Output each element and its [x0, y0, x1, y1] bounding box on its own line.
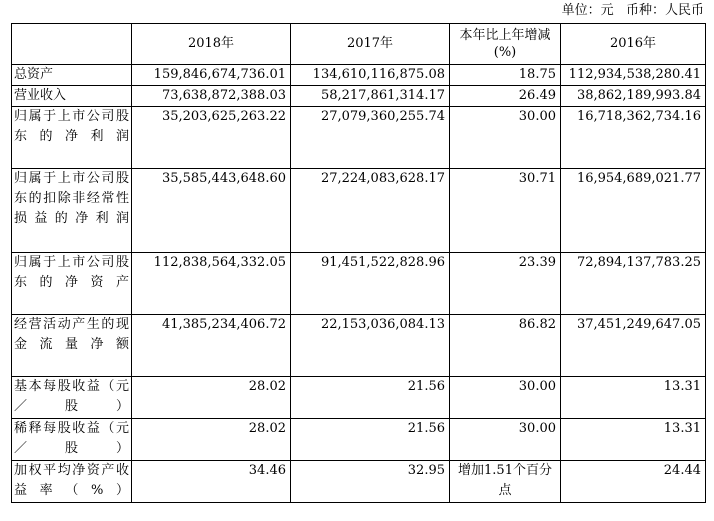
header-2018: 2018年: [132, 24, 291, 65]
table-row: [12, 419, 706, 461]
value-2017: 21.56: [291, 419, 450, 461]
value-2016: 72,894,137,783.25: [561, 253, 706, 315]
value-2017: 22,153,036,084.13: [291, 315, 450, 377]
value-2018: 35,203,625,263.22: [132, 107, 291, 169]
value-change: 23.39: [450, 253, 561, 315]
header-change: 本年比上年增减(%): [450, 24, 561, 65]
value-2016: 112,934,538,280.41: [561, 65, 706, 86]
row-label: 加权平均净资产收益率（%）: [12, 461, 132, 503]
value-2017: 27,079,360,255.74: [291, 107, 450, 169]
row-label: 归属于上市公司股东的净利润: [12, 107, 132, 169]
value-2018: 28.02: [132, 377, 291, 419]
row-label: 经营活动产生的现金流量净额: [12, 315, 132, 377]
value-change: 26.49: [450, 86, 561, 107]
value-change: 30.00: [450, 419, 561, 461]
value-change: 86.82: [450, 315, 561, 377]
financial-data-table: [11, 23, 706, 503]
row-label: 归属于上市公司股东的净资产: [12, 253, 132, 315]
value-2018: 28.02: [132, 419, 291, 461]
table-row: [12, 107, 706, 169]
table-row: [12, 315, 706, 377]
table-row: [12, 461, 706, 503]
value-2017: 134,610,116,875.08: [291, 65, 450, 86]
value-2017: 91,451,522,828.96: [291, 253, 450, 315]
header-2016: 2016年: [561, 24, 706, 65]
value-2018: 112,838,564,332.05: [132, 253, 291, 315]
value-change: 18.75: [450, 65, 561, 86]
table-row: [12, 169, 706, 253]
value-2016: 16,954,689,021.77: [561, 169, 706, 253]
value-2016: 37,451,249,647.05: [561, 315, 706, 377]
table-row: [12, 65, 706, 86]
table-row: [12, 253, 706, 315]
value-2017: 58,217,861,314.17: [291, 86, 450, 107]
row-label: 稀释每股收益（元／股）: [12, 419, 132, 461]
value-change: 30.71: [450, 169, 561, 253]
row-label: 归属于上市公司股东的扣除非经常性损益的净利润: [12, 169, 132, 253]
value-2016: 13.31: [561, 419, 706, 461]
table-row: [12, 377, 706, 419]
unit-currency-note: 单位：元 币种：人民币: [561, 3, 704, 18]
table-header-row: [12, 24, 706, 65]
value-2017: 32.95: [291, 461, 450, 503]
row-label: 总资产: [12, 65, 132, 86]
value-2016: 13.31: [561, 377, 706, 419]
row-label: 基本每股收益（元／股）: [12, 377, 132, 419]
value-2018: 41,385,234,406.72: [132, 315, 291, 377]
value-2017: 27,224,083,628.17: [291, 169, 450, 253]
row-label: 营业收入: [12, 86, 132, 107]
value-change: 增加1.51个百分点: [450, 461, 561, 503]
value-2018: 159,846,674,736.01: [132, 65, 291, 86]
value-2016: 38,862,189,993.84: [561, 86, 706, 107]
value-2018: 35,585,443,648.60: [132, 169, 291, 253]
value-2018: 34.46: [132, 461, 291, 503]
table-row: [12, 86, 706, 107]
value-change: 30.00: [450, 377, 561, 419]
header-blank: [12, 24, 132, 65]
value-2016: 24.44: [561, 461, 706, 503]
value-2017: 21.56: [291, 377, 450, 419]
value-change: 30.00: [450, 107, 561, 169]
value-2018: 73,638,872,388.03: [132, 86, 291, 107]
header-2017: 2017年: [291, 24, 450, 65]
value-2016: 16,718,362,734.16: [561, 107, 706, 169]
